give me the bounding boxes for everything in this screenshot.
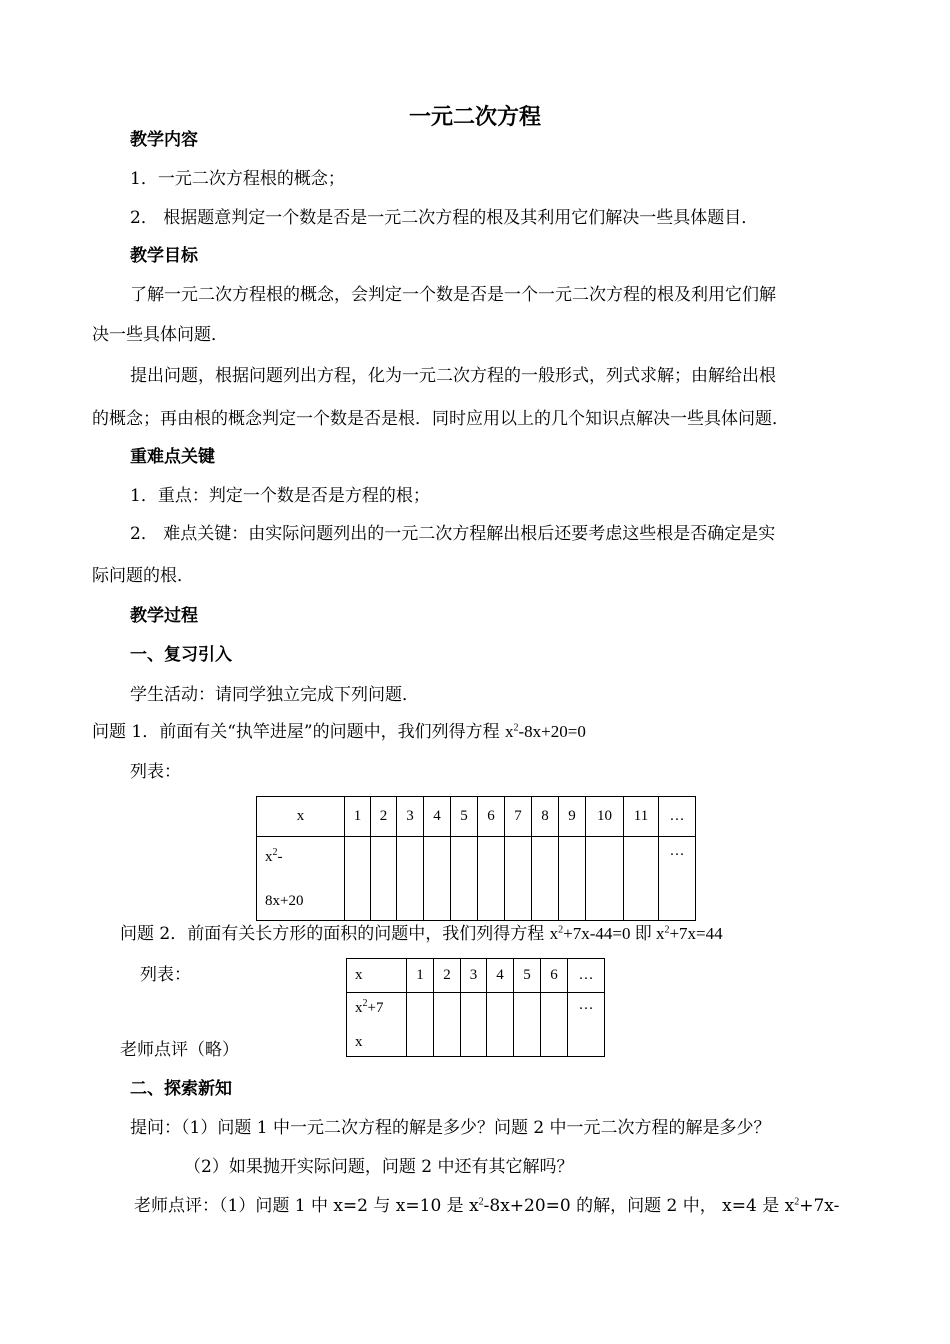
teacher-comment-1: 老师点评（略）	[120, 1040, 239, 1060]
goals-paragraph-1-line-1: 了解一元二次方程根的概念，会判定一个数是否是一个一元二次方程的根及利用它们解	[130, 285, 776, 305]
table-1-col-header: 5	[451, 797, 478, 837]
table-1-cell	[559, 837, 586, 921]
ask-line-2: （2）如果抛开实际问题，问题 2 中还有其它解吗？	[184, 1157, 574, 1177]
student-activity: 学生活动：请同学独立完成下列问题．	[130, 685, 419, 705]
teacher-comment-2: 老师点评：（1）问题 1 中 x=2 与 x=10 是 $x^2-8x+20=0$ 的解，问题 2 中， x=4 是 $x^2+7x-$	[134, 1196, 840, 1216]
table-1	[256, 796, 696, 921]
table-1-cell	[397, 837, 424, 921]
table-2-cell	[514, 993, 541, 1057]
table-2-col-header: 2	[434, 959, 461, 993]
table-1-col-header: 7	[505, 797, 532, 837]
table-1-cell	[505, 837, 532, 921]
table-2-cell	[487, 993, 514, 1057]
table-2-col-header: 6	[541, 959, 568, 993]
section-heading-goals: 教学目标	[130, 246, 198, 266]
table-2-row-label: $x^2+7$ x	[347, 993, 407, 1057]
table-1-col-header: …	[659, 797, 696, 837]
table-1-cell	[478, 837, 505, 921]
table-1-cell-ellipsis: …	[659, 837, 696, 921]
table-1-value-row	[257, 837, 696, 921]
table-1-cell	[371, 837, 397, 921]
table-1-col-header: 10	[586, 797, 624, 837]
table-1-col-header: 9	[559, 797, 586, 837]
ask-line-1: 提问：（1）问题 1 中一元二次方程的解是多少？问题 2 中一元二次方程的解是多少？	[130, 1118, 771, 1138]
question-1: 问题 1．前面有关“执竿进屋”的问题中，我们列得方程 $x^2-8x+20=0$	[92, 722, 586, 742]
key-item-1: 1．重点：判定一个数是否是方程的根；	[130, 486, 430, 506]
table-2	[346, 958, 605, 1057]
table-1-col-header: 11	[624, 797, 659, 837]
goals-paragraph-2-line-1: 提出问题，根据问题列出方程，化为一元二次方程的一般形式，列式求解；由解给出根	[130, 366, 776, 386]
question-2: 问题 2．前面有关长方形的面积的问题中，我们列得方程 $x^2+7x-44=0$ 即 $x^2+7x=44$	[120, 924, 723, 944]
table-2-cell	[461, 993, 487, 1057]
table-1-cell	[624, 837, 659, 921]
list-label-1: 列表：	[130, 762, 181, 782]
table-2-header-row	[347, 959, 605, 993]
table-1-col-header: 8	[532, 797, 559, 837]
table-2-col-header: 1	[407, 959, 434, 993]
section-heading-process: 教学过程	[130, 606, 198, 626]
table-2-col-header: …	[568, 959, 605, 993]
page-title: 一元二次方程	[408, 105, 541, 130]
table-1-col-header: 2	[371, 797, 397, 837]
key-item-2-line-1: 2． 难点关键：由实际问题列出的一元二次方程解出根后还要考虑这些根是否确定是实	[130, 524, 776, 544]
table-1-cell	[424, 837, 451, 921]
section-heading-review: 一、复习引入	[130, 645, 232, 665]
table-2-cell	[407, 993, 434, 1057]
table-1-header-cell: x	[257, 797, 345, 837]
list-label-2: 列表：	[140, 965, 191, 985]
table-1-row-label: $x^2-$ 8x+20	[257, 837, 345, 921]
key-item-2-line-2: 际问题的根．	[92, 566, 194, 586]
table-2-cell	[541, 993, 568, 1057]
section-heading-key-points: 重难点关键	[130, 447, 215, 467]
table-1-col-header: 3	[397, 797, 424, 837]
table-1-header-row	[257, 797, 696, 837]
table-2-value-row	[347, 993, 605, 1057]
section-heading-content: 教学内容	[130, 130, 198, 150]
content-item-2: 2． 根据题意判定一个数是否是一元二次方程的根及其利用它们解决一些具体题目．	[130, 208, 759, 228]
table-2-header-cell: x	[347, 959, 407, 993]
table-2-col-header: 3	[461, 959, 487, 993]
section-heading-explore: 二、探索新知	[130, 1079, 232, 1099]
goals-paragraph-1-line-2: 决一些具体问题．	[92, 325, 228, 345]
table-1-col-header: 1	[345, 797, 371, 837]
content-item-1: 1．一元二次方程根的概念；	[130, 169, 345, 189]
table-1-cell	[532, 837, 559, 921]
goals-paragraph-2-line-2: 的概念；再由根的概念判定一个数是否是根．同时应用以上的几个知识点解决一些具体问题．	[92, 409, 789, 429]
table-2-col-header: 5	[514, 959, 541, 993]
table-1-col-header: 6	[478, 797, 505, 837]
table-2-cell-ellipsis: …	[568, 993, 605, 1057]
table-1-cell	[345, 837, 371, 921]
table-1-cell	[586, 837, 624, 921]
table-2-cell	[434, 993, 461, 1057]
table-1-col-header: 4	[424, 797, 451, 837]
table-2-col-header: 4	[487, 959, 514, 993]
table-1-cell	[451, 837, 478, 921]
